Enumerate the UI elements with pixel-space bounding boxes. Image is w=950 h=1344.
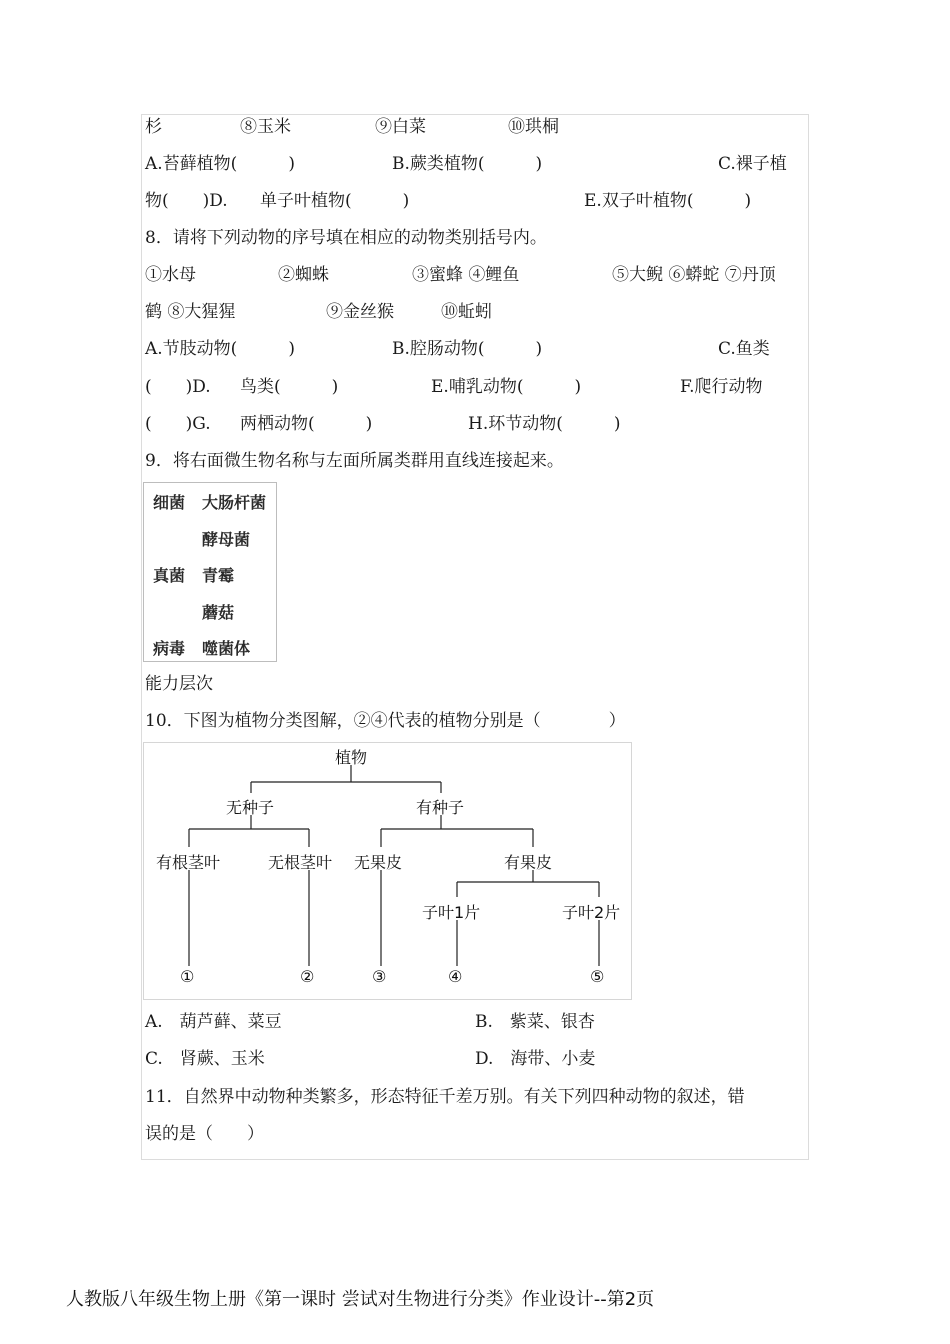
name-yeast: 酵母菌: [202, 530, 251, 549]
q7-option-a: A.苔藓植物( ): [145, 154, 295, 174]
q8-option-a: A.节肢动物( ): [145, 339, 295, 359]
q8-option-f-cont: ( )G.: [145, 414, 211, 434]
q8-item-2: ②蜘蛛: [278, 265, 329, 285]
q10-option-a: A. 葫芦藓、菜豆: [145, 1012, 282, 1032]
q8-item-10: ⑩蚯蚓: [441, 302, 492, 322]
leaf-1: ①: [180, 967, 195, 986]
q8-option-e: E.哺乳动物( ): [431, 377, 582, 397]
q8-option-d: 鸟类( ): [240, 377, 339, 397]
q9-stem: 9．将右面微生物名称与左面所属类群用直线连接起来。: [145, 451, 564, 471]
q8-items-3-4: ③蜜蜂 ④鲤鱼: [412, 265, 520, 285]
leaf-3: ③: [372, 967, 387, 986]
q8-option-f: F.爬行动物: [680, 377, 763, 397]
q10-option-d: D. 海带、小麦: [475, 1049, 596, 1069]
name-penicillium: 青霉: [202, 566, 235, 585]
page-footer: 人教版八年级生物上册《第一课时 尝试对生物进行分类》作业设计--第2页: [66, 1289, 655, 1310]
q10-option-c: C. 肾蕨、玉米: [145, 1049, 265, 1069]
q7-option-c: C.裸子植: [718, 154, 787, 174]
q8-stem: 8．请将下列动物的序号填在相应的动物类别括号内。: [145, 228, 547, 248]
q8-option-c-cont: ( )D.: [145, 377, 211, 397]
group-bacteria: 细菌: [153, 493, 186, 512]
tree-no-root-stem-leaf: 无根茎叶: [268, 853, 333, 872]
name-ecoli: 大肠杆菌: [202, 493, 267, 512]
q11-stem-line-1: 11．自然界中动物种类繁多，形态特征千差万别。有关下列四种动物的叙述，错: [145, 1087, 745, 1107]
tree-no-pericarp: 无果皮: [354, 853, 403, 872]
q11-stem-line-2: 误的是（ ）: [145, 1124, 264, 1144]
plant-classification-diagram: [143, 742, 632, 1000]
q7-item-9: ⑨白菜: [375, 117, 426, 137]
q7-option-c-cont: 物( )D.: [145, 191, 228, 211]
q10-stem: 10．下图为植物分类图解，②④代表的植物分别是（ ）: [145, 711, 626, 731]
q7-option-d: 单子叶植物( ): [260, 191, 410, 211]
q7-item-7-tail: 杉: [145, 117, 162, 137]
leaf-5: ⑤: [590, 967, 605, 986]
q8-item-9: ⑨金丝猴: [326, 302, 394, 322]
q8-option-g: 两栖动物( ): [240, 414, 373, 434]
tree-root-stem-leaf: 有根茎叶: [156, 853, 221, 872]
leaf-4: ④: [448, 967, 463, 986]
name-bacteriophage: 噬菌体: [202, 639, 251, 658]
section-heading: 能力层次: [145, 674, 213, 694]
tree-root: 植物: [335, 748, 368, 767]
tree-has-seed: 有种子: [416, 798, 465, 817]
tree-one-cotyledon: 子叶1片: [422, 903, 481, 922]
group-fungi: 真菌: [153, 566, 186, 585]
q8-option-h: H.环节动物( ): [468, 414, 621, 434]
q8-items-7-8: 鹤 ⑧大猩猩: [145, 302, 236, 322]
leaf-2: ②: [300, 967, 315, 986]
q8-items-5-7: ⑤大鲵 ⑥蟒蛇 ⑦丹顶: [612, 265, 776, 285]
tree-has-pericarp: 有果皮: [504, 853, 553, 872]
q7-item-8: ⑧玉米: [240, 117, 291, 137]
q7-option-b: B.蕨类植物( ): [392, 154, 543, 174]
name-mushroom: 蘑菇: [202, 603, 235, 622]
q7-option-e: E.双子叶植物( ): [584, 191, 752, 211]
q7-item-10: ⑩珙桐: [508, 117, 559, 137]
microbe-table: [143, 482, 277, 662]
q8-option-b: B.腔肠动物( ): [392, 339, 543, 359]
tree-two-cotyledons: 子叶2片: [562, 903, 621, 922]
group-virus: 病毒: [153, 639, 186, 658]
q8-option-c: C.鱼类: [718, 339, 770, 359]
q8-item-1: ①水母: [145, 265, 196, 285]
tree-no-seed: 无种子: [226, 798, 275, 817]
q10-option-b: B. 紫菜、银杏: [475, 1012, 595, 1032]
